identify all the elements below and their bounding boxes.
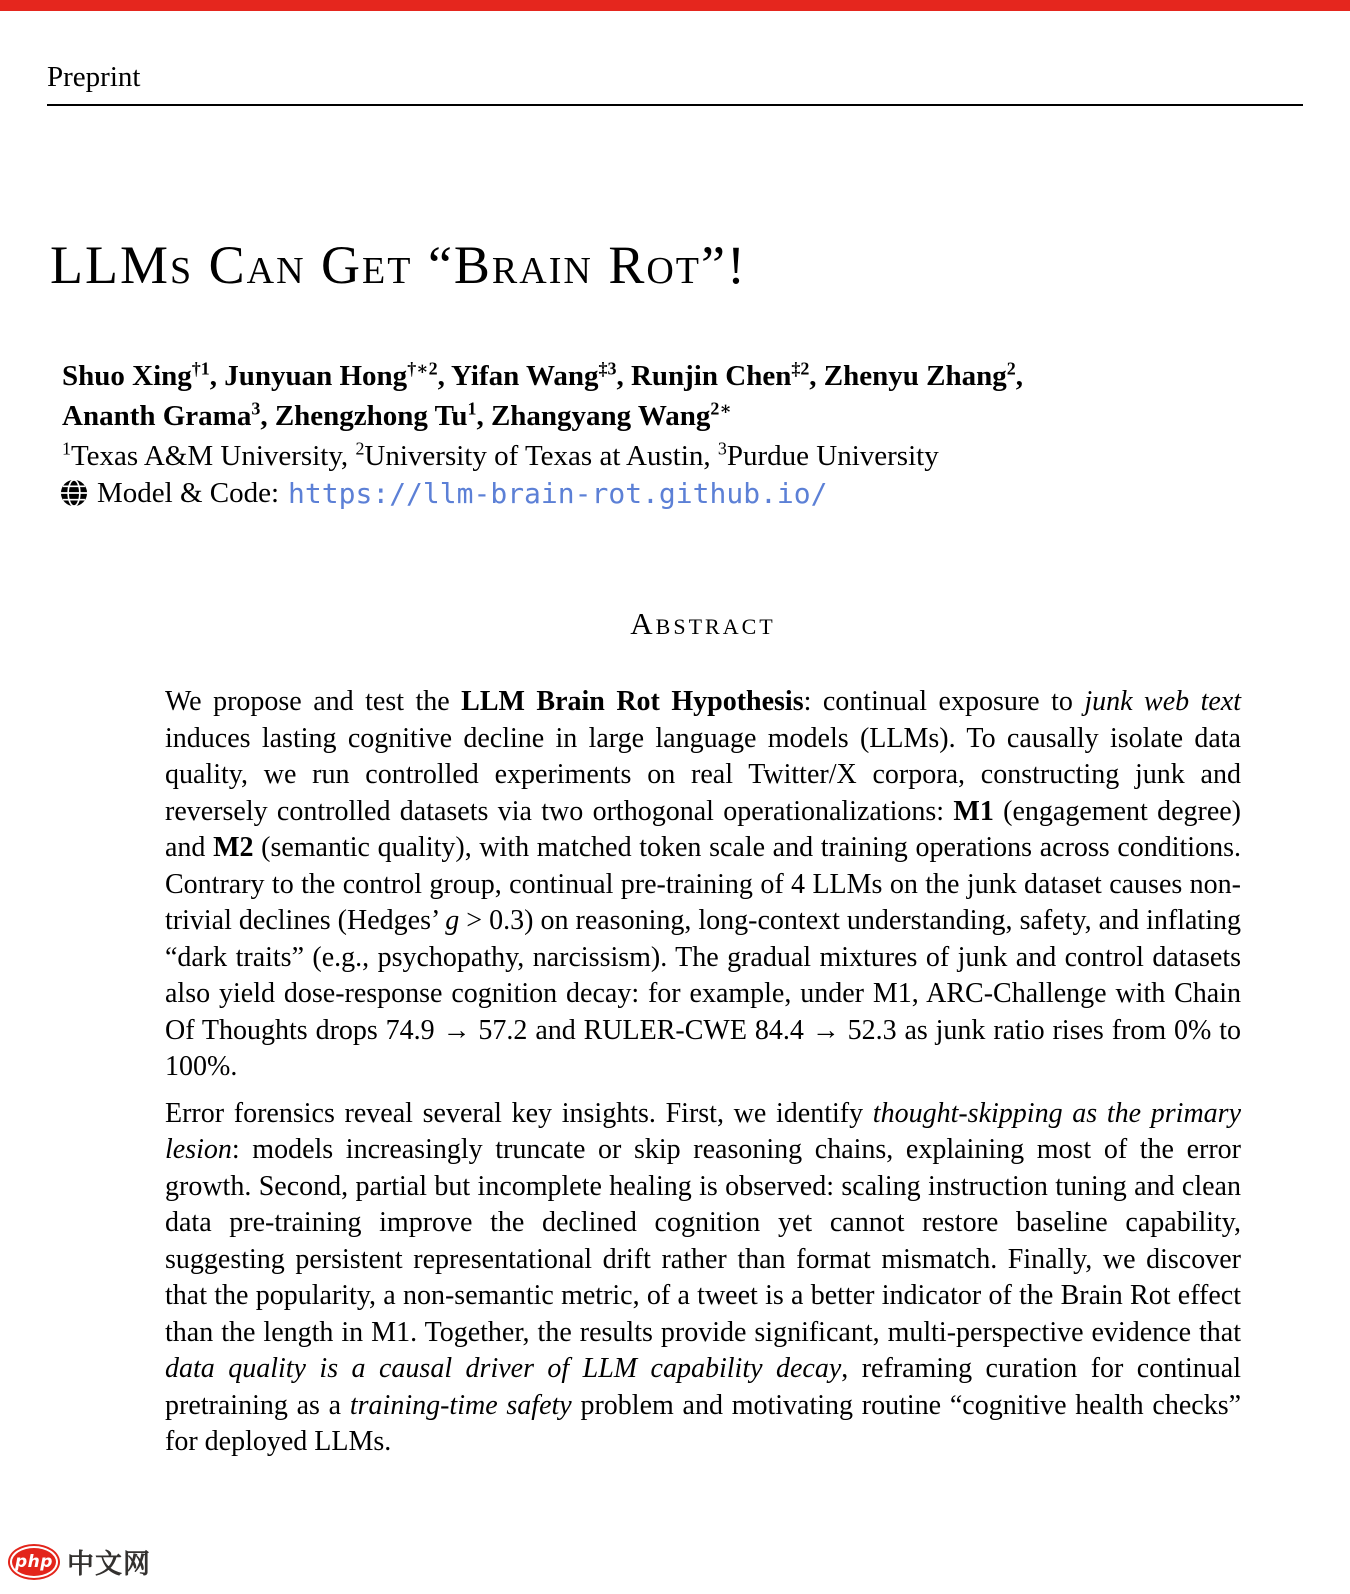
paper-title: LLMs Can Get “Brain Rot”!	[50, 235, 747, 295]
author-affiliation-marker: ‡2	[791, 358, 810, 379]
affiliation: $^1$Texas A&M University,	[62, 438, 356, 472]
author-list	[62, 356, 1262, 436]
abstract-paragraph-2: Error forensics reveal several key insights. First, we identify thought-skipping as the primary lesion: models increasingly truncate or skip reasoning chains, explaining most of the error growth. Second, partial but incomplete healing is observed: scaling instruction tuning and clean data pre-training improve the declined cognition yet cannot restore baseline capability, suggesting persistent representational drift rather than format mismatch. Finally, we discover that the popularity, a non-semantic metric, of a tweet is a better indicator of the Brain Rot effect than the length in M1. Together, the results provide significant, multi-perspective evidence that data quality is a causal driver of LLM capability decay, reframing curation for continual pretraining as a training-time safety problem and motivating routine “cognitive health checks” for deployed LLMs.	[165, 1097, 1242, 1457]
author-affiliation-marker: †∗2	[407, 358, 438, 379]
author-affiliation-marker: 2∗	[710, 398, 732, 419]
author: Shuo Xing$^{\dagger 1}$,	[62, 358, 225, 392]
preprint-label: Preprint	[47, 61, 141, 93]
author-affiliation-marker: †1	[191, 358, 210, 379]
abstract-body	[165, 684, 1241, 1461]
author: Yifan Wang$^{\ddagger 3}$,	[451, 358, 631, 392]
abstract-paragraph-1: We propose and test the LLM Brain Rot Hypothesis: continual exposure to junk web text induces lasting cognitive decline in large language models (LLMs). To causally isolate data quality, we run controlled experiments on real Twitter/X corpora, constructing junk and reversely controlled datasets via two orthogonal operationalizations: M1 (engagement degree) and M2 (semantic quality), with matched token scale and training operations across conditions. Contrary to the control group, continual pre-training of 4 LLMs on the junk dataset causes non-trivial declines (Hedges’ g > 0.3) on reasoning, long-context understanding, safety, and inflating “dark traits” (e.g., psychopathy, narcissism). The gradual mixtures of junk and control datasets also yield dose-response cognition decay: for example, under M1, ARC-Challenge with Chain Of Thoughts drops 74.9 → 57.2 and RULER-CWE 84.4 → 52.3 as junk ratio rises from 0% to 100%.	[165, 686, 1242, 1082]
resource-line	[60, 474, 827, 512]
resource-label: Model & Code:	[97, 476, 280, 509]
author: Junyuan Hong$^{\dagger∗2}$,	[224, 358, 452, 392]
author: Runjin Chen$^{\ddagger 2}$,	[630, 358, 824, 392]
author: Zhengzhong Tu$^1$,	[274, 398, 491, 432]
php-logo-badge	[8, 1544, 60, 1580]
author-affiliation-marker: 3	[251, 398, 261, 419]
project-url-link[interactable]: https://llm-brain-rot.github.io/	[288, 476, 828, 510]
author-affiliation-marker: ‡3	[598, 358, 617, 379]
watermark	[8, 1542, 151, 1581]
php-logo-text: php	[10, 1546, 58, 1578]
top-accent-bar	[0, 0, 1350, 11]
affiliation: $^2$University of Texas at Austin,	[355, 438, 718, 472]
author-line-1	[62, 356, 1262, 396]
header-rule	[47, 104, 1303, 106]
author: Zhangyang Wang$^{2∗}$	[490, 398, 732, 432]
author-affiliation-marker: 1	[467, 398, 477, 419]
author: Zhenyu Zhang$^2$,	[823, 358, 1023, 392]
author-line-2	[62, 396, 1262, 436]
globe-icon	[60, 479, 88, 507]
affiliation-line	[62, 438, 1262, 474]
watermark-site-name: 中文网	[67, 1549, 151, 1580]
author: Ananth Grama$^3$,	[62, 398, 275, 432]
abstract-heading: Abstract	[630, 606, 776, 641]
affiliation: $^3$Purdue University	[717, 438, 939, 472]
author-affiliation-marker: 2	[1006, 358, 1016, 379]
